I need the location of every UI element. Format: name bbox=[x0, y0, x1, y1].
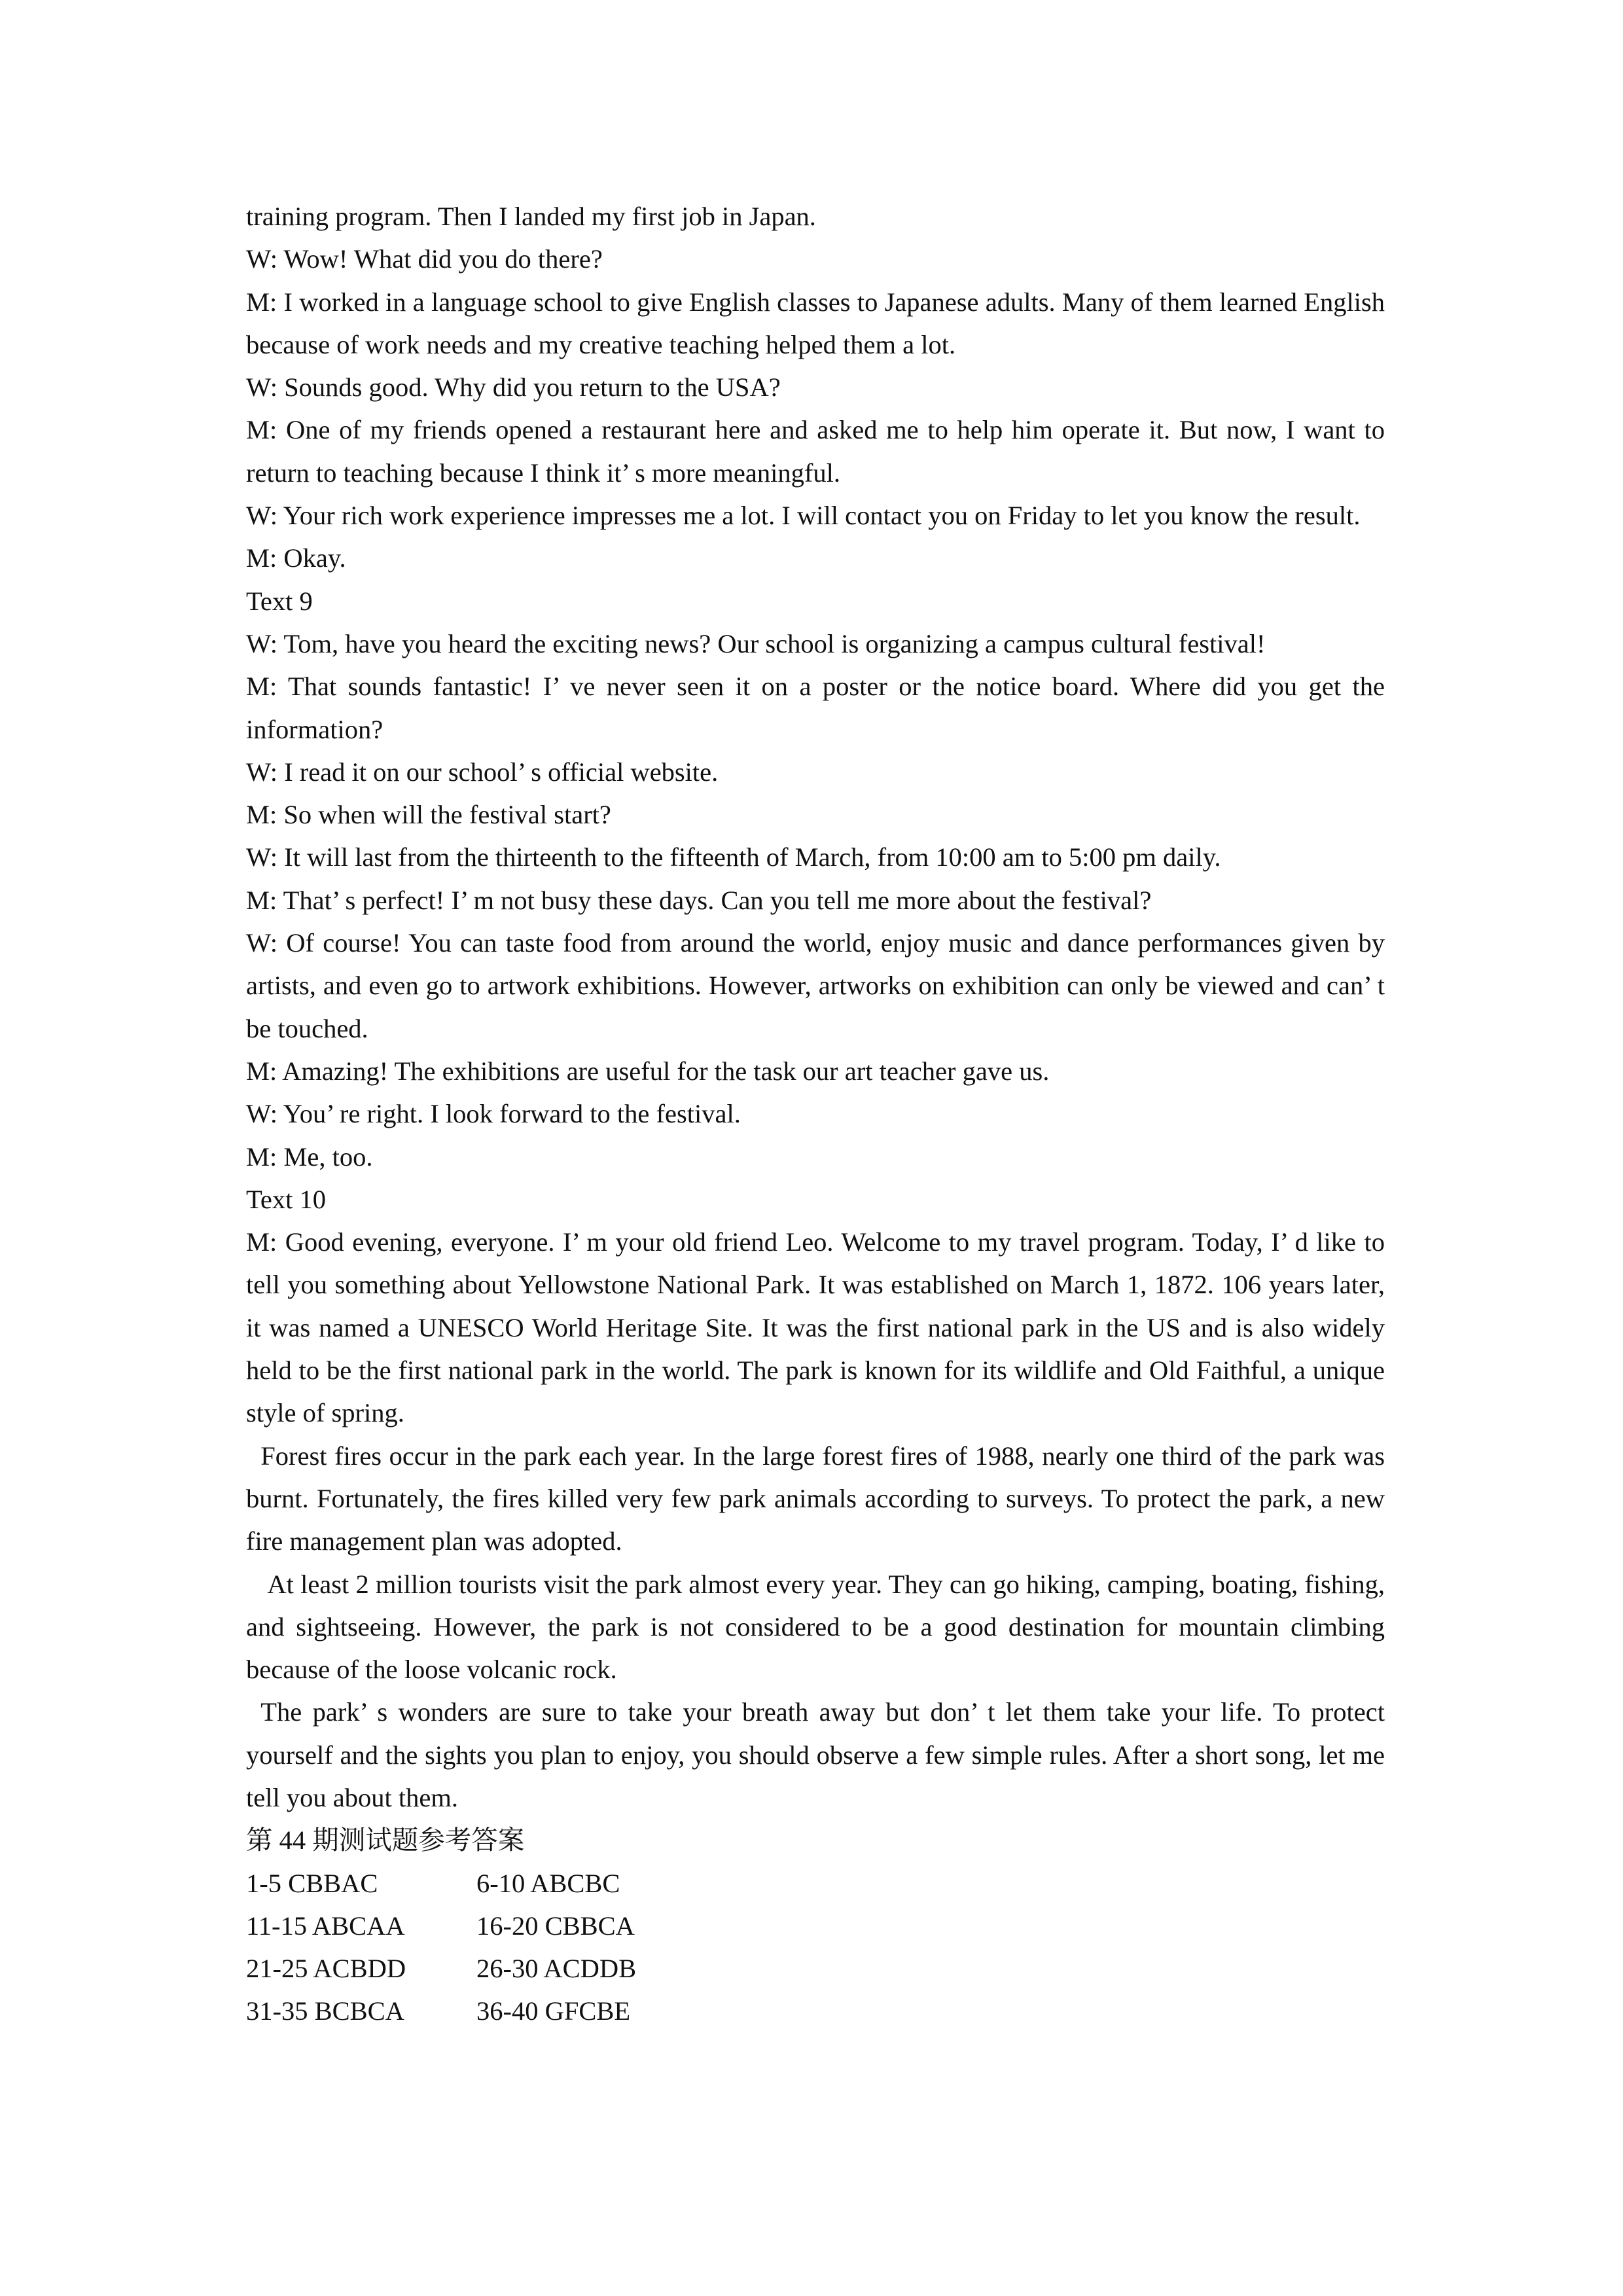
transcript-line: M: Me, too. bbox=[246, 1141, 373, 1172]
transcript-line: M: So when will the festival start? bbox=[246, 800, 611, 830]
transcript-paragraph: Forest fires occur in the park each year. In the large forest fires of 1988, nearly one third of the park was burnt. Fortunately, the fires killed very few park animals according to surveys. To protect the park, a new fire management plan was adopted. bbox=[246, 1441, 1385, 1556]
text-9-heading: Text 9 bbox=[246, 586, 313, 616]
transcript-line: training program. Then I landed my first job in Japan. bbox=[246, 202, 816, 231]
answer-row bbox=[246, 1990, 1385, 2032]
transcript-line: W: It will last from the thirteenth to the fifteenth of March, from 10:00 am to 5:00 pm daily. bbox=[246, 842, 1221, 872]
document-page bbox=[246, 195, 1385, 2033]
transcript-paragraph: The park’ s wonders are sure to take your breath away but don’ t let them take your life. To protect yourself and the sights you plan to enjoy, you should observe a few simple rules. After a short song, let me tell you about them. bbox=[246, 1697, 1385, 1812]
text-10-heading: Text 10 bbox=[246, 1184, 327, 1214]
transcript-line: M: I worked in a language school to give English classes to Japanese adults. Many of them learned English because of work needs and my creative teaching helped them a lot. bbox=[246, 287, 1385, 359]
transcript-line: M: Okay. bbox=[246, 543, 346, 573]
transcript-line: M: That’ s perfect! I’ m not busy these days. Can you tell me more about the festival? bbox=[246, 885, 1152, 915]
answer-group: 36-40 GFCBE bbox=[476, 1996, 631, 2026]
answer-group: 21-25 ACBDD bbox=[246, 1954, 406, 1984]
answer-group: 11-15 ABCAA bbox=[246, 1910, 405, 1941]
answer-row bbox=[246, 1905, 1385, 1947]
transcript-paragraph: At least 2 million tourists visit the park almost every year. They can go hiking, camping, boating, fishing, and sightseeing. However, the park is not considered to be a good destination for mountain climbing because of the loose volcanic rock. bbox=[246, 1569, 1385, 1685]
transcript-line: M: That sounds fantastic! I’ ve never seen it on a poster or the notice board. Where did you get the information? bbox=[246, 672, 1385, 744]
answer-key-heading: 第 44 期测试题参考答案 bbox=[246, 1825, 525, 1856]
transcript-line: W: Your rich work experience impresses me a lot. I will contact you on Friday to let you know the result. bbox=[246, 501, 1361, 531]
answer-group: 26-30 ACDDB bbox=[476, 1954, 637, 1984]
transcript-line: M: Amazing! The exhibitions are useful for the task our art teacher gave us. bbox=[246, 1056, 1050, 1086]
transcript-line: W: Of course! You can taste food from around the world, enjoy music and dance performances given by artists, and even go to artwork exhibitions. However, artworks on exhibition can only be viewed and can’ t be touched. bbox=[246, 928, 1385, 1043]
transcript-line: W: Sounds good. Why did you return to the USA? bbox=[246, 372, 781, 403]
transcript-line: W: Wow! What did you do there? bbox=[246, 244, 603, 274]
answer-group: 6-10 ABCBC bbox=[476, 1868, 620, 1898]
answer-group: 16-20 CBBCA bbox=[476, 1910, 635, 1941]
answer-key bbox=[246, 1862, 1385, 2033]
answer-group: 31-35 BCBCA bbox=[246, 1996, 404, 2026]
transcript-line: W: Tom, have you heard the exciting news? Our school is organizing a campus cultural festival! bbox=[246, 628, 1266, 658]
transcript-line: W: You’ re right. I look forward to the festival. bbox=[246, 1099, 741, 1129]
transcript-paragraph: M: Good evening, everyone. I’ m your old friend Leo. Welcome to my travel program. Today, I’ d like to tell you something about Yellowstone National Park. It was established on March 1, 1872. 106 years later, it was named a UNESCO World Heritage Site. It was the first national park in the US and is also widely held to be the first national park in the world. The park is known for its wildlife and Old Faithful, a unique style of spring. bbox=[246, 1227, 1385, 1428]
answer-row bbox=[246, 1947, 1385, 1990]
answer-row bbox=[246, 1862, 1385, 1905]
transcript-line: W: I read it on our school’ s official website. bbox=[246, 757, 719, 787]
answer-group: 1-5 CBBAC bbox=[246, 1868, 378, 1898]
transcript-line: M: One of my friends opened a restaurant here and asked me to help him operate it. But now, I want to return to teaching because I think it’ s more meaningful. bbox=[246, 415, 1385, 488]
